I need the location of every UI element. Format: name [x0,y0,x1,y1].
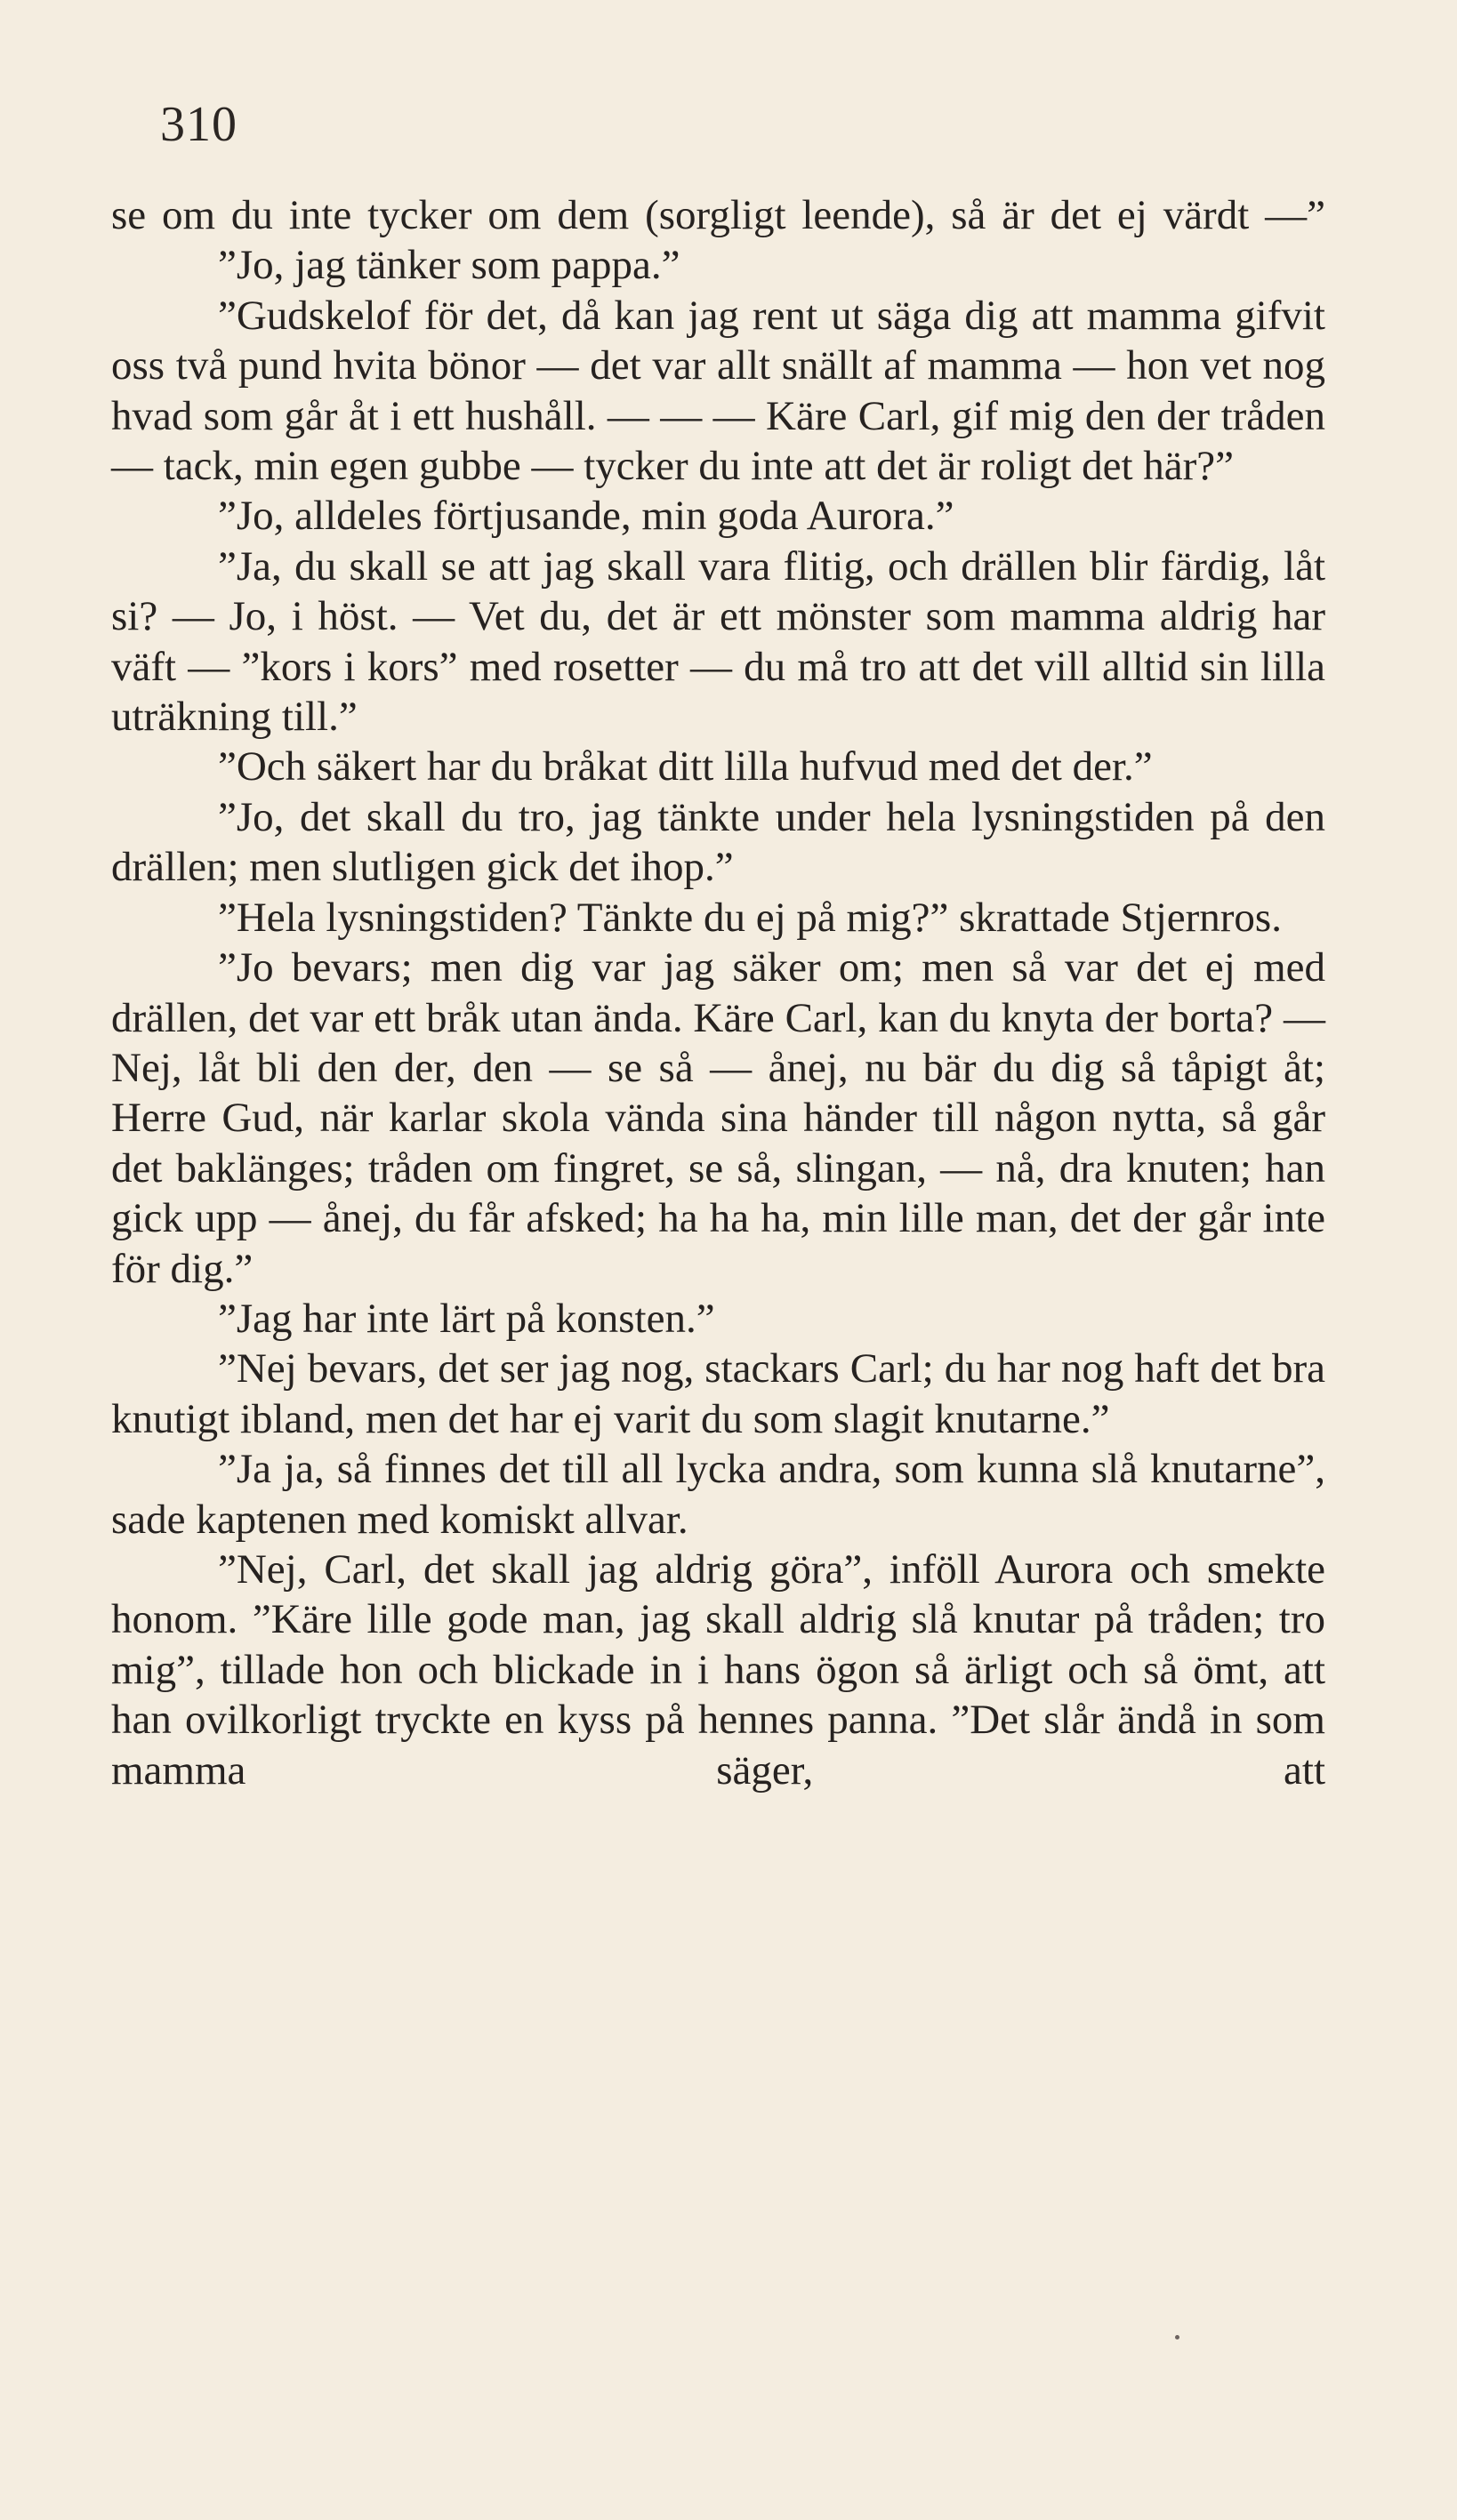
paragraph: ”Jag har inte lärt på konsten.” [218,1295,715,1342]
paragraph: ”Gudskelof för det, då kan jag rent ut säga dig att mamma gifvit oss två pund hvita bönor — det var allt snällt af mamma — hon vet nog hvad som går åt i ett hushåll. — — — Käre Carl, gif mig den der tråden — tack, min egen gubbe — tycker du inte att det är roligt det här?” [111,292,1325,490]
paragraph: ”Hela lysningstiden? Tänkte du ej på mig?” skrattade Stjernros. [218,894,1282,941]
paragraph: ”Jo bevars; men dig var jag säker om; men så var det ej med drällen, det var ett bråk utan ända. Käre Carl, kan du knyta der borta? — Nej, låt bli den der, den — se så — ånej, nu bär du dig så tåpigt åt; Herre Gud, när karlar skola vända sina händer till någon nytta, så går det baklänges; tråden om fingret, se så, slingan, — nå, dra knuten; han gick upp — ånej, du får afsked; ha ha ha, min lille man, det der går inte för dig.” [111,944,1325,1292]
paragraph: ”Nej, Carl, det skall jag aldrig göra”, inföll Aurora och smekte honom. ”Käre lille gode man, jag skall aldrig slå knutar på tråden; tro mig”, tillade hon och blickade in i hans ögon så ärligt och så ömt, att han ovilkorligt tryckte en kyss på hennes panna. ”Det slår ändå in som mamma säger, att [111,1545,1325,1794]
paragraph: ”Ja ja, så finnes det till all lycka andra, som kunna slå knutarne”, sade kaptenen med komiskt allvar. [111,1446,1325,1543]
body-text [111,190,1325,1795]
paragraph: ”Jo, jag tänker som pappa.” [218,242,680,289]
print-speck [1175,2335,1179,2339]
paragraph: ”Nej bevars, det ser jag nog, stackars Carl; du har nog haft det bra knutigt ibland, men det har ej varit du som slagit knutarne.” [111,1345,1325,1442]
paragraph: ”Jo, alldeles förtjusande, min goda Aurora.” [218,493,954,540]
paragraph: ”Jo, det skall du tro, jag tänkte under hela lysningstiden på den drällen; men slutligen gick det ihop.” [111,793,1325,891]
paragraph: se om du inte tycker om dem (sorgligt leende), så är det ej värdt —” [111,192,1325,238]
page-number: 310 [160,97,237,152]
paragraph: ”Och säkert har du bråkat ditt lilla hufvud med det der.” [218,743,1153,791]
paragraph: ”Ja, du skall se att jag skall vara flitig, och drällen blir färdig, låt si? — Jo, i höst. — Vet du, det är ett mönster som mamma aldrig har väft — ”kors i kors” med rosetter — du må tro att det vill alltid sin lilla uträkning till.” [111,542,1325,741]
